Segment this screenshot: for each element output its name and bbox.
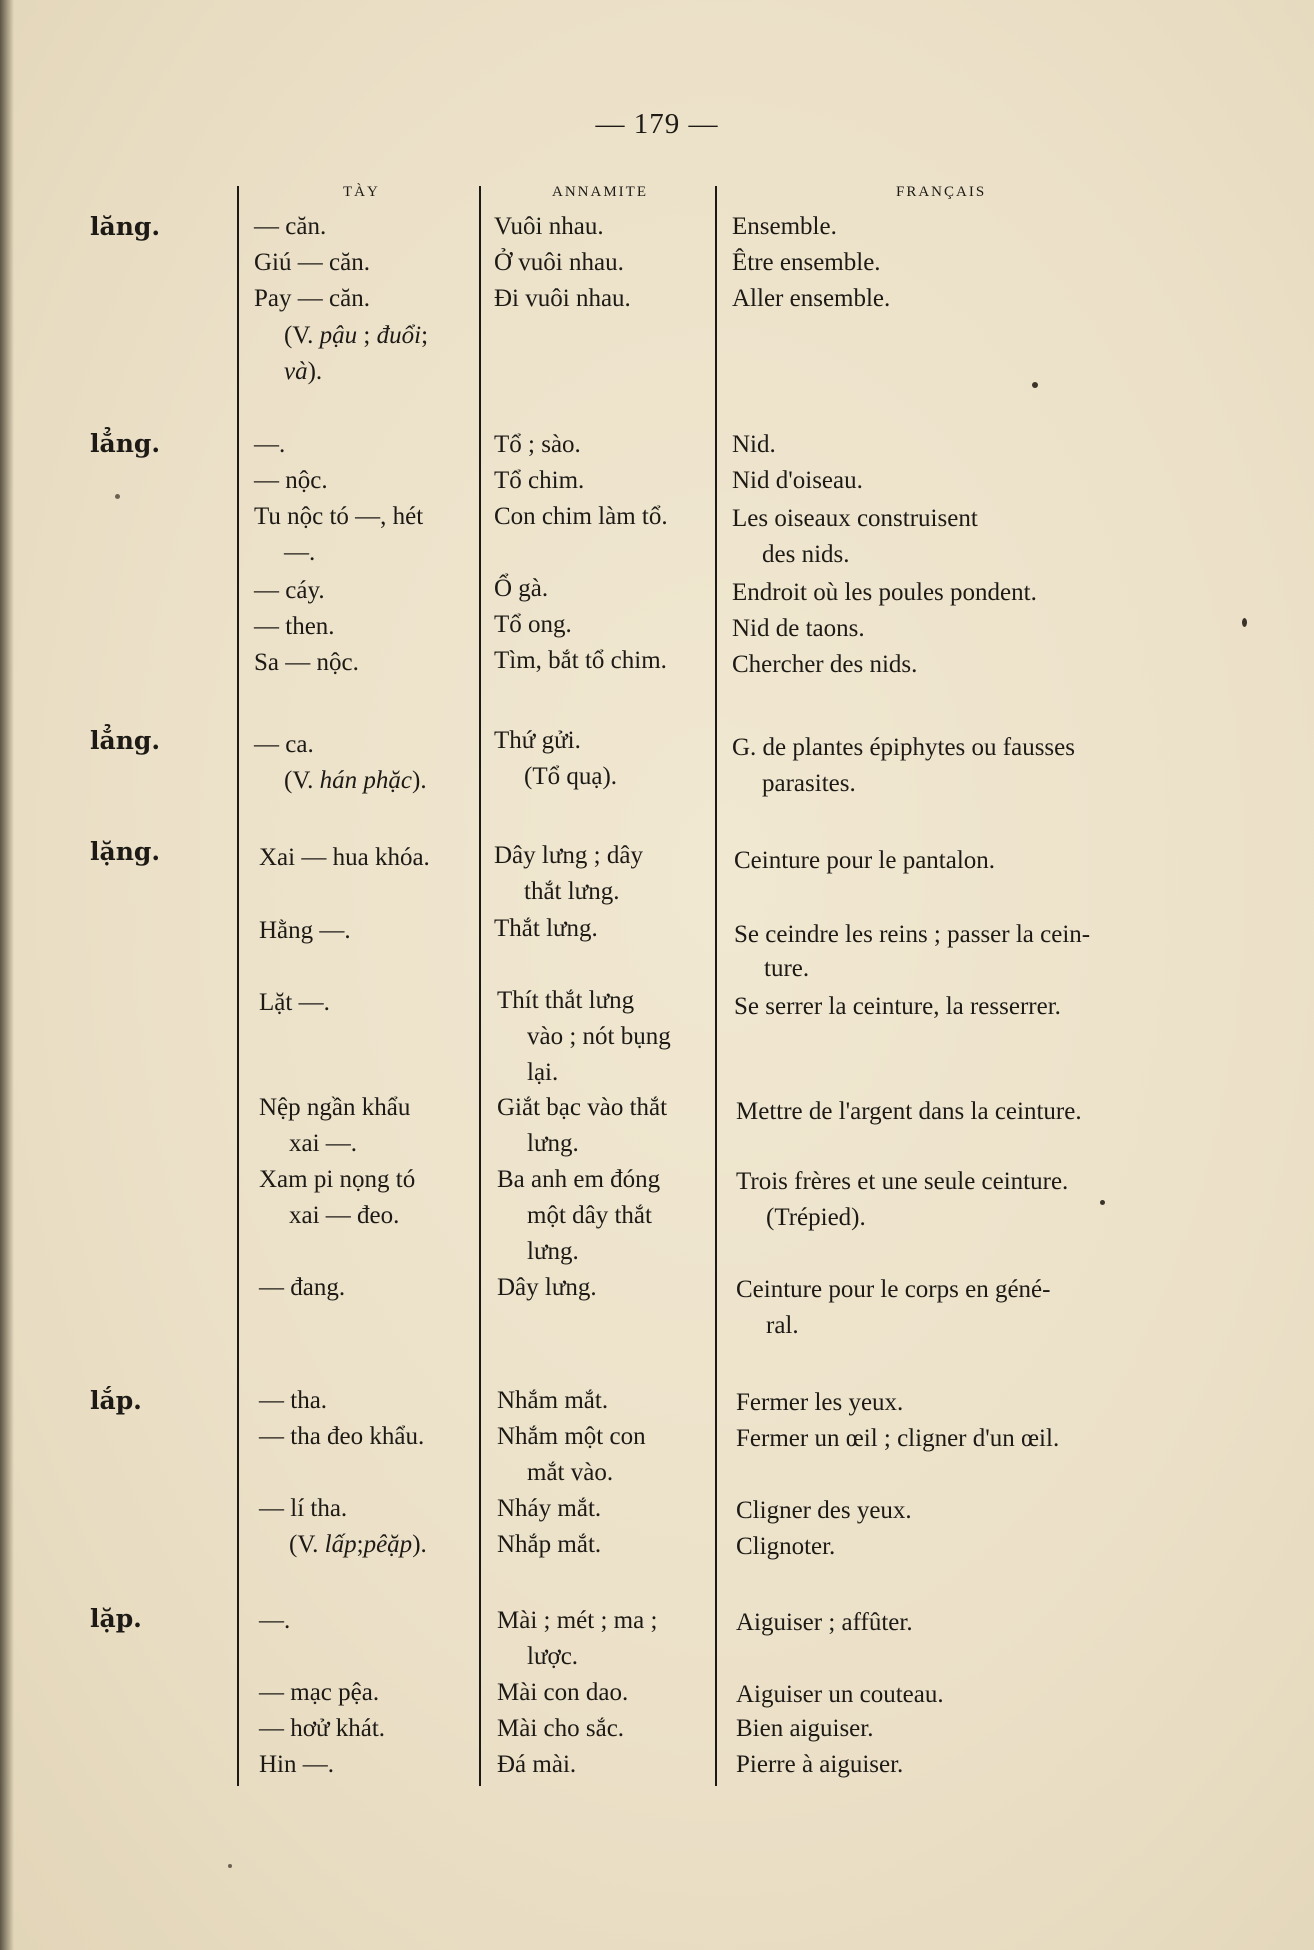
tay-cell: — hơử khát.: [259, 1715, 386, 1742]
note-ref-2: pêặp: [363, 1531, 413, 1558]
tay-cell: — cáy.: [254, 577, 325, 604]
ink-speck: [1100, 1200, 1105, 1205]
francais-cell: Chercher des nids.: [732, 651, 918, 678]
annamite-cell: Ở vuôi nhau.: [494, 249, 624, 276]
francais-cell: Bien aiguiser.: [736, 1715, 874, 1742]
annamite-cell-cont: vào ; nót bụng: [527, 1023, 671, 1050]
headword: lẳng.: [90, 429, 161, 458]
francais-cell: Nid.: [732, 431, 776, 458]
annamite-cell: Ổ gà.: [494, 575, 549, 602]
francais-cell: Se ceindre les reins ; passer la cein-: [734, 921, 1091, 948]
column-header-francais: FRANÇAIS: [896, 184, 987, 200]
tay-cell: Sa — nộc.: [254, 649, 359, 676]
francais-cell: Fermer un œil ; cligner d'un œil.: [736, 1425, 1060, 1452]
cross-reference: [289, 1527, 427, 1563]
francais-cell: Pierre à aiguiser.: [736, 1751, 904, 1778]
headword: lắp.: [90, 1386, 142, 1415]
francais-cell: Fermer les yeux.: [736, 1389, 904, 1416]
annamite-cell: Tổ ; sào.: [494, 431, 581, 458]
francais-cell: Nid d'oiseau.: [732, 467, 863, 494]
annamite-cell-cont: mắt vào.: [527, 1459, 614, 1486]
ink-speck: [228, 1864, 232, 1868]
note-prefix: (V.: [284, 322, 314, 349]
francais-cell: Mettre de l'argent dans la ceinture.: [736, 1098, 1082, 1125]
annamite-cell: Nhắp mắt.: [497, 1531, 602, 1558]
annamite-cell-cont: lưng.: [527, 1238, 579, 1265]
tay-cell: —.: [259, 1607, 291, 1634]
francais-cell-cont: parasites.: [762, 770, 856, 797]
column-rule-middle: [479, 186, 481, 1786]
francais-cell: Ceinture pour le pantalon.: [734, 847, 996, 874]
tay-cell: Hằng —.: [259, 917, 351, 944]
tay-cell: Xam pi nọng tó: [259, 1166, 416, 1193]
francais-cell: Ensemble.: [732, 213, 837, 240]
annamite-cell: Mài ; mét ; ma ;: [497, 1607, 658, 1634]
cross-reference: [284, 318, 428, 354]
tay-cell-cont: xai — đeo.: [289, 1202, 400, 1229]
note-separator: ;: [356, 1531, 364, 1558]
annamite-cell-cont: lại.: [527, 1059, 559, 1086]
tay-cell: — nộc.: [254, 467, 328, 494]
note-ref-3: và: [284, 358, 308, 385]
annamite-cell: Dây lưng.: [497, 1274, 597, 1301]
tay-cell: Hin —.: [259, 1751, 334, 1778]
annamite-cell: Mài con dao.: [497, 1679, 629, 1706]
note-suffix: ).: [307, 358, 323, 385]
annamite-cell: Đá mài.: [497, 1751, 577, 1778]
annamite-cell: Thắt lưng.: [494, 915, 598, 942]
tay-cell: — mạc pệa.: [259, 1679, 380, 1706]
ink-speck: [1032, 382, 1038, 388]
annamite-cell: Dây lưng ; dây: [494, 842, 643, 869]
annamite-cell: Giắt bạc vào thắt: [497, 1094, 668, 1121]
annamite-cell: Thít thắt lưng: [497, 987, 635, 1014]
francais-cell: Être ensemble.: [732, 249, 881, 276]
tay-cell: — căn.: [254, 213, 327, 240]
binding-shadow: [0, 0, 14, 1950]
tay-cell: Lặt —.: [259, 989, 330, 1016]
tay-cell: —.: [254, 431, 286, 458]
francais-cell: Aiguiser ; affûter.: [736, 1609, 913, 1636]
tay-cell: — ca.: [254, 731, 314, 758]
headword: lăng.: [90, 212, 161, 241]
tay-cell-cont: —.: [284, 539, 316, 566]
tay-cell: — tha.: [259, 1387, 328, 1414]
cross-reference: [284, 763, 427, 799]
francais-cell: Clignoter.: [736, 1533, 836, 1560]
note-prefix: (V.: [289, 1531, 319, 1558]
tay-cell: Pay — căn.: [254, 285, 370, 312]
francais-cell: Aller ensemble.: [732, 285, 891, 312]
francais-cell: Nid de taons.: [732, 615, 865, 642]
tay-cell: Nệp ngần khẩu: [259, 1094, 411, 1121]
cross-reference-cont: [284, 354, 322, 390]
column-header-tay: TÀY: [343, 184, 380, 200]
note-suffix: ).: [412, 767, 427, 794]
annamite-cell: Ba anh em đóng: [497, 1166, 661, 1193]
note-separator: ;: [421, 322, 429, 349]
annamite-cell: Tìm, bắt tổ chim.: [494, 647, 667, 674]
francais-cell: Les oiseaux construisent: [732, 505, 978, 532]
francais-cell-cont: des nids.: [762, 541, 850, 568]
tay-cell: — then.: [254, 613, 335, 640]
annamite-cell: Nhắm mắt.: [497, 1387, 609, 1414]
francais-cell: Aiguiser un couteau.: [736, 1681, 944, 1708]
annamite-cell: Tổ ong.: [494, 611, 572, 638]
tay-cell: — tha đeo khẩu.: [259, 1423, 425, 1450]
francais-cell-cont: ture.: [764, 955, 810, 982]
note-ref-2: đuổi: [376, 322, 422, 349]
note-prefix: (V.: [284, 767, 314, 794]
annamite-cell: Mài cho sắc.: [497, 1715, 625, 1742]
annamite-cell-cont: (Tổ quạ).: [524, 763, 618, 790]
note-separator: ;: [363, 322, 371, 349]
tay-cell: — lí tha.: [259, 1495, 348, 1522]
headword: lặng.: [90, 837, 161, 866]
annamite-cell: Thứ gửi.: [494, 727, 581, 754]
francais-cell-cont: ral.: [766, 1312, 799, 1339]
annamite-cell: Con chim làm tổ.: [494, 503, 668, 530]
column-header-annamite: ANNAMITE: [552, 184, 648, 200]
annamite-cell: Nhắm một con: [497, 1423, 646, 1450]
headword: lẳng.: [90, 726, 161, 755]
francais-cell: Trois frères et une seule ceinture.: [736, 1168, 1069, 1195]
note-ref: hán phặc: [319, 767, 413, 794]
annamite-cell-cont: lược.: [527, 1643, 579, 1670]
tay-cell: — đang.: [259, 1274, 346, 1301]
francais-cell: G. de plantes épiphytes ou fausses: [732, 734, 1075, 761]
annamite-cell-cont: lưng.: [527, 1130, 579, 1157]
francais-cell: Cligner des yeux.: [736, 1497, 912, 1524]
column-rule-left: [237, 186, 239, 1786]
annamite-cell: Đi vuôi nhau.: [494, 285, 631, 312]
ink-speck: [1242, 618, 1247, 627]
tay-cell: Giú — căn.: [254, 249, 370, 276]
francais-cell-cont: (Trépied).: [766, 1204, 866, 1231]
tay-cell-cont: xai —.: [289, 1130, 358, 1157]
annamite-cell: Tổ chim.: [494, 467, 585, 494]
francais-cell: Endroit où les poules pondent.: [732, 579, 1037, 606]
ink-speck: [115, 494, 120, 499]
page-number: — 179 —: [595, 108, 719, 140]
headword: lặp.: [90, 1604, 142, 1633]
tay-cell: Xai — hua khóa.: [259, 844, 430, 871]
note-ref-1: pậu: [319, 322, 358, 349]
annamite-cell: Nháy mắt.: [497, 1495, 602, 1522]
note-ref-1: lấp: [324, 1531, 357, 1558]
annamite-cell-cont: thắt lưng.: [524, 878, 620, 905]
annamite-cell-cont: một dây thắt: [527, 1202, 652, 1229]
annamite-cell: Vuôi nhau.: [494, 213, 604, 240]
francais-cell: Se serrer la ceinture, la resserrer.: [734, 993, 1061, 1020]
tay-cell: Tu nộc tó —, hét: [254, 503, 424, 530]
francais-cell: Ceinture pour le corps en géné-: [736, 1276, 1051, 1303]
note-suffix: ).: [412, 1531, 427, 1558]
column-rule-right: [715, 186, 717, 1786]
